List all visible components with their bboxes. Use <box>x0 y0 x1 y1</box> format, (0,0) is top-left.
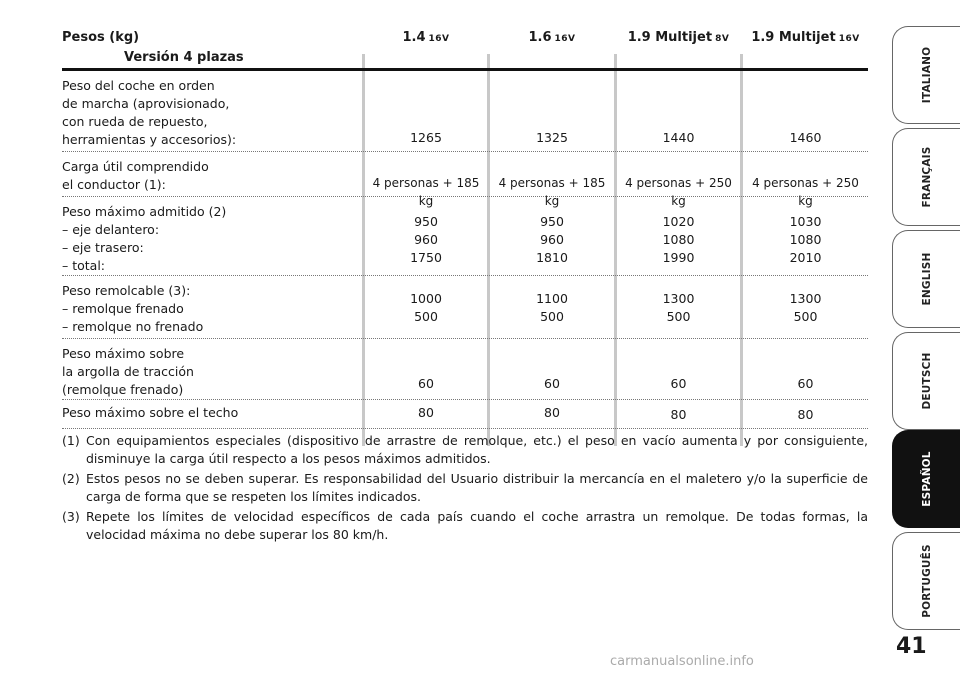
table-subtitle: Versión 4 plazas <box>124 50 244 65</box>
tab-espanol[interactable]: ESPAÑOL <box>892 430 960 528</box>
table-title: Pesos (kg) <box>62 30 140 45</box>
table-row <box>62 152 868 208</box>
table-cell: 1300 500 <box>662 291 695 324</box>
table-cell: 4 personas + 250 kg <box>625 176 732 208</box>
table-cell: 60 <box>670 376 687 391</box>
footnote: (1) Con equipamientos especiales (dispositivo de arrastre de remolque, etc.) el peso en vacío aumenta y por consiguiente, disminuye la carga útil respecto a los pesos máximos admitidos. <box>62 433 868 466</box>
table-cell: 950 960 1750 <box>410 214 442 265</box>
table-cell: 1325 <box>536 130 568 145</box>
table-cell: 1300 500 <box>789 291 822 324</box>
table-cell: 1100 500 <box>536 291 568 324</box>
table-row <box>62 197 868 276</box>
footnote: (2) Estos pesos no se deben superar. Es responsabilidad del Usuario distribuir la mercancía en el maletero y/o la superficie de carga de forma que se respeten los límites indicados. <box>62 471 868 504</box>
table-cell: 1440 <box>662 130 695 145</box>
table-cell: 1030 1080 2010 <box>789 214 822 265</box>
table-cell: 4 personas + 185 kg <box>372 176 480 208</box>
footnotes <box>62 432 868 546</box>
footnote: (3) Repete los límites de velocidad específicos de cada país cuando el coche arrastra un remolque. De todas formas, la velocidad máxima no debe superar los 80 km/h. <box>62 509 868 542</box>
watermark: carmanualsonline.info <box>610 654 754 669</box>
row-label: Peso máximo admitido (2) – eje delantero: – eje trasero: – total: <box>62 204 227 273</box>
tab-francais[interactable]: FRANÇAIS <box>892 128 960 226</box>
table-cell: 80 <box>797 407 814 422</box>
table-cell: 60 <box>797 376 814 391</box>
table-cell: 80 <box>670 407 687 422</box>
table-cell: 60 <box>418 376 434 391</box>
tab-italiano[interactable]: ITALIANO <box>892 26 960 124</box>
table-cell: 1000 500 <box>410 291 442 324</box>
column-header: 1.9 Multijet 16V <box>751 30 860 45</box>
table-row <box>62 71 868 152</box>
table-row <box>62 400 868 429</box>
table-cell: 80 <box>418 405 434 420</box>
table-cell: 4 personas + 250 kg <box>752 176 859 208</box>
row-label: Carga útil comprendido el conductor (1): <box>62 159 209 192</box>
tab-portugues[interactable]: PORTUGUÊS <box>892 532 960 630</box>
column-header: 1.6 16V <box>528 30 576 45</box>
table-row <box>62 339 868 400</box>
weights-table <box>62 24 868 429</box>
row-label: Peso del coche en orden de marcha (aprovisionado, con rueda de repuesto, herramientas y accesorios): <box>62 78 237 147</box>
row-label: Peso máximo sobre el techo <box>62 405 239 420</box>
column-header: 1.4 16V <box>402 30 450 45</box>
table-cell: 1265 <box>410 130 442 145</box>
table-row <box>62 276 868 339</box>
table-cell: 4 personas + 185 kg <box>498 176 606 208</box>
table-cell: 60 <box>544 376 560 391</box>
page-number: 41 <box>896 634 927 659</box>
table-cell: 1460 <box>789 130 822 145</box>
table-cell: 80 <box>544 405 560 420</box>
column-header: 1.9 Multijet 8V <box>627 30 730 45</box>
table-cell: 1020 1080 1990 <box>662 214 695 265</box>
table-cell: 950 960 1810 <box>536 214 568 265</box>
row-label: Peso máximo sobre la argolla de tracción (remolque frenado) <box>62 346 194 397</box>
row-label: Peso remolcable (3): – remolque frenado – remolque no frenado <box>62 283 204 334</box>
tab-english[interactable]: ENGLISH <box>892 230 960 328</box>
table-header <box>62 24 868 71</box>
tab-deutsch[interactable]: DEUTSCH <box>892 332 960 430</box>
